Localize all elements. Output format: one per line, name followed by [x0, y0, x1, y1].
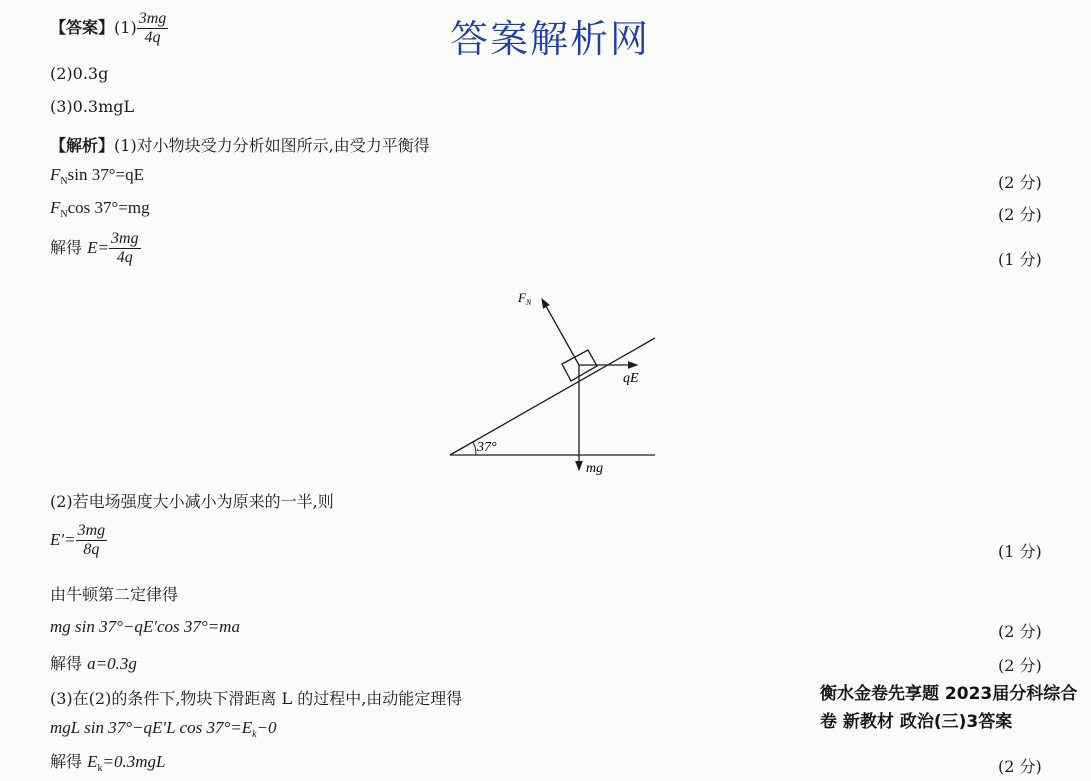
- equation-8-prefix: 解得: [50, 752, 83, 771]
- fn-label: [517, 290, 532, 307]
- equation-8-subscript: k: [97, 763, 103, 774]
- score-1: (2 分): [998, 173, 1042, 192]
- answer-p1-prefix: (1): [114, 18, 137, 37]
- watermark: 答案解析网: [450, 17, 651, 61]
- answer-p1-fraction: [137, 10, 169, 47]
- score-4: (1 分): [998, 542, 1042, 561]
- score-3: (1 分): [998, 250, 1042, 269]
- force-diagram: [440, 285, 670, 480]
- equation-2: [50, 198, 150, 218]
- equation-4: [50, 522, 107, 559]
- answer-line-1: [50, 10, 168, 47]
- equation-6: [50, 651, 137, 674]
- equation-3-lhs: E=: [87, 238, 109, 257]
- equation-7-subscript: k: [252, 729, 257, 740]
- equation-8: [50, 749, 165, 772]
- answer-tag: 【答案】: [50, 18, 115, 37]
- equation-4-lhs: E′=: [50, 530, 76, 549]
- mg-label: mg: [586, 461, 604, 476]
- equation-3-fraction: [109, 230, 141, 267]
- equation-2-text: cos 37°=mg: [67, 198, 150, 217]
- score-6: (2 分): [998, 656, 1042, 675]
- equation-7-tail: −0: [256, 718, 277, 737]
- force-subscript: N: [60, 176, 68, 187]
- fraction-denominator: 4q: [144, 29, 161, 46]
- equation-3: [50, 230, 141, 267]
- equation-1: [50, 165, 144, 185]
- score-2: (2 分): [998, 205, 1042, 224]
- answer-p3: (3)0.3mgL: [50, 97, 135, 116]
- equation-4-fraction: [76, 522, 108, 559]
- force-subscript: N: [60, 209, 68, 220]
- fraction-numerator: 3mg: [77, 522, 106, 539]
- equation-8-rhs: =0.3mgL: [102, 752, 166, 771]
- fraction-numerator: 3mg: [138, 10, 167, 27]
- answer-p2: (2)0.3g: [50, 64, 109, 83]
- fraction-numerator: 3mg: [110, 230, 139, 247]
- angle-arc: [473, 442, 476, 455]
- equation-5: mg sin 37°−qE′cos 37°=ma: [50, 617, 240, 636]
- equation-7-text: mgL sin 37°−qE′L cos 37°=E: [50, 718, 253, 737]
- analysis-intro: (1)对小物块受力分析如图所示,由受力平衡得: [114, 136, 430, 155]
- newton-law-line: 由牛顿第二定律得: [50, 585, 179, 604]
- angle-label: 37°: [477, 440, 497, 455]
- equation-7: [50, 718, 277, 738]
- qe-label: qE: [623, 371, 639, 386]
- analysis-tag: 【解析】: [50, 136, 115, 155]
- part3-intro: (3)在(2)的条件下,物块下滑距离 L 的过程中,由动能定理得: [50, 689, 463, 708]
- fraction-denominator: 4q: [116, 249, 133, 266]
- part2-intro: (2)若电场强度大小减小为原来的一半,则: [50, 492, 334, 511]
- force-symbol: F: [50, 165, 61, 184]
- score-5: (2 分): [998, 622, 1042, 641]
- force-symbol: F: [50, 198, 61, 217]
- incline-line: [450, 338, 655, 455]
- score-8: (2 分): [998, 757, 1042, 776]
- equation-8-lhs: E: [87, 752, 98, 771]
- equation-1-text: sin 37°=qE: [67, 165, 144, 184]
- equation-6-text: a=0.3g: [87, 654, 137, 673]
- analysis-intro-line: [50, 133, 430, 156]
- promo-overlay-text: 衡水金卷先享题 2023届分科综合卷 新教材 政治(三)3答案: [820, 684, 1078, 732]
- equation-3-prefix: 解得: [50, 238, 83, 257]
- equation-6-prefix: 解得: [50, 654, 83, 673]
- fn-subscript: N: [525, 298, 532, 307]
- fraction-denominator: 8q: [83, 541, 100, 558]
- fn-symbol: F: [518, 290, 526, 305]
- normal-force-arrow: [542, 299, 579, 365]
